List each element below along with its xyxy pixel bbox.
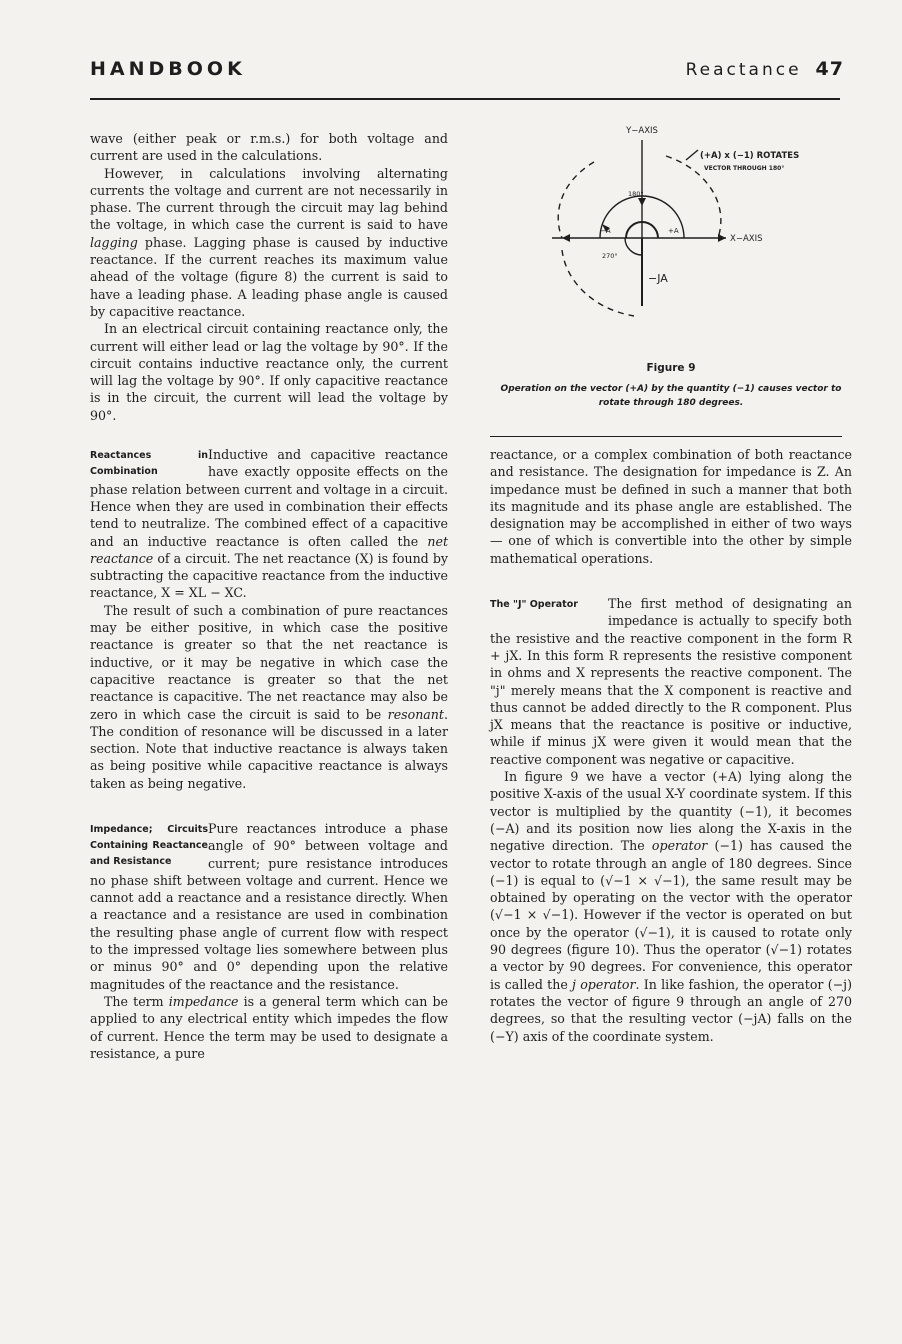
vector-diagram [490, 120, 852, 360]
header-rule [90, 98, 840, 100]
section-title: Reactance [685, 60, 802, 80]
callout-line [686, 150, 698, 160]
paragraph: In an electrical circuit containing reactance only, the current will either lead or lag the voltage by 90°. If the circuit contains inductive reactance only, the current will lag the voltage by 90°. If only capacitive reactance is in the circuit, the current will lead the voltage by 90°. [90, 321, 448, 423]
figure-9 [490, 120, 852, 420]
paragraph: Reactances in Combination Inductive and capacitive reactance have exactly opposite effects on the phase relation between current and voltage in a circuit. Hence when they are used in combination their effects tend to neutralize. The combined effect of a capacitive and an inductive reactance is often called the net reactance of a circuit. The net reactance (X) is found by subtracting the capacitive reactance from the inductive reactance, X = XL − XC. [90, 447, 448, 601]
emphasis: impedance [168, 993, 239, 1009]
y-axis-label: Y−AXIS [626, 126, 658, 136]
angle-270-arc [625, 238, 642, 255]
emphasis: lagging [90, 234, 138, 250]
emphasis: net reactance [90, 533, 448, 566]
dashed-rotation-arc [558, 162, 594, 238]
emphasis: j operator [572, 976, 636, 992]
emphasis: resonant [387, 706, 444, 722]
paragraph: reactance, or a complex combination of both reactance and resistance. The designation for impedance is Z. An impedance must be defined in such a manner that both its magnitude and its phase angle are established. The designation may be accomplished in either of two ways — one of which is convertible into the other by simple mathematical operations. [490, 447, 852, 566]
paragraph: wave (either peak or r.m.s.) for both voltage and current are used in the calculations. [90, 131, 448, 164]
paragraph: The "J" Operator The first method of designating an impedance is actually to specify both the resistive and the reactive component in the form R + jX. In this form R represents the resistive component in ohms and X represents the reactive component. The "j" merely means that the X component is reactive and thus cannot be added directly to the R component. Plus jX means that the reactance is positive or inductive, while if minus jX were given it would mean that the reactive component was negative or capacitive. [490, 596, 852, 767]
paragraph: Impedance; Circuits Containing Reactance and Resistance Pure reactances introduce a phase angle of 90° between voltage and current; pure resistance introduces no phase shift between voltage and current. Hence we cannot add a reactance and a resistance directly. When a reactance and a resistance are used in combination the resulting phase angle of current flow with respect to the impressed voltage lies somewhere between plus or minus 90° and 0° depending upon the relative magnitudes of the reactance and the resistance. [90, 820, 448, 992]
running-header-section [686, 58, 844, 80]
paragraph: However, in calculations involving alternating currents the voltage and current are not necessarily in phase. The current through the circuit may lag behind the voltage, in which case the current is said to have lagging phase. Lagging phase is caused by inductive reactance. If the current reaches its maximum value ahead of the voltage (figure 8) the current is said to have a leading phase. A leading phase angle is caused by capacitive reactance. [90, 165, 448, 319]
angle-270-label: 270° [602, 252, 618, 260]
minus-ja-label: −JA [648, 272, 668, 285]
angle-180-label: 180° [628, 190, 644, 198]
minus-a-label: −A [600, 227, 611, 235]
figure-caption: Operation on the vector (+A) by the quantity (−1) causes vector to rotate through 180 degrees. [500, 384, 842, 408]
paragraph: The term impedance is a general term which can be applied to any electrical entity which impedes the flow of current. Hence the term may be used to designate a resistance, a pure [90, 993, 448, 1061]
side-heading: Impedance; Circuits Containing Reactance and Resistance [90, 823, 208, 867]
dashed-rotation-arc [562, 250, 634, 316]
rotation-note: (+A) x (−1) ROTATES [700, 151, 800, 161]
x-axis-label: X−AXIS [730, 234, 763, 244]
figure-title: Figure 9 [646, 362, 696, 374]
emphasis: operator [651, 838, 708, 854]
rotation-note: VECTOR THROUGH 180° [704, 165, 785, 172]
plus-a-label: +A [668, 227, 679, 235]
figure-rule [490, 436, 842, 437]
side-heading: Reactances in Combination [90, 450, 208, 478]
paragraph: The result of such a combination of pure reactances may be either positive, in which case the positive reactance is greater so that the net reactance is inductive, or it may be negative in which case the capacitive reactance is greater so that the net reactance is capacitive. The net reactance may also be zero in which case the circuit is said to be resonant. The condition of resonance will be discussed in a later section. Note that inductive reactance is always taken as being positive while capacitive reactance is always taken as being negative. [90, 602, 448, 791]
paragraph: In figure 9 we have a vector (+A) lying along the positive X-axis of the usual X-Y coordinate system. If this vector is multiplied by the quantity (−1), it becomes (−A) and its position now lies along the X-axis in the negative direction. The operator (−1) has caused the vector to rotate through an angle of 180 degrees. Since (−1) is equal to (√−1 × √−1), the same result may be obtained by operating on the vector with the operator (√−1 × √−1). However if the vector is operated on but once by the operator (√−1), it is caused to rotate only 90 degrees (figure 10). Thus the operator (√−1) rotates a vector by 90 degrees. For convenience, this operator is called the j operator. In like fashion, the operator (−j) rotates the vector of figure 9 through an angle of 270 degrees, so that the resulting vector (−jA) falls on the (−Y) axis of the coordinate system. [490, 769, 852, 1044]
left-column [90, 130, 448, 1062]
side-heading: The "J" Operator [490, 599, 578, 611]
right-column [490, 446, 852, 1045]
running-header-title: HANDBOOK [90, 58, 246, 80]
page-number: 47 [815, 58, 844, 80]
